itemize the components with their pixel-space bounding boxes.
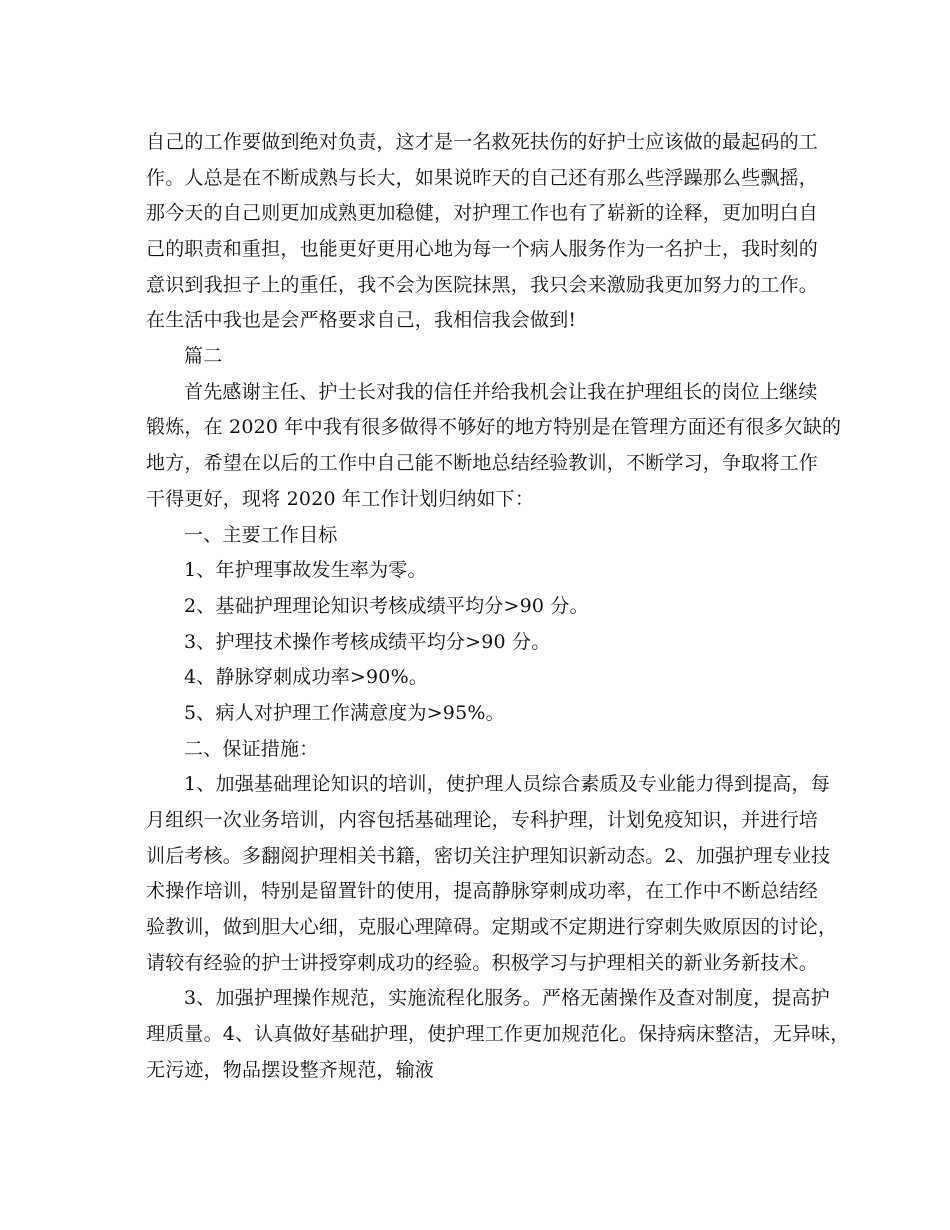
- text-line: 自己的工作要做到绝对负责，这才是一名救死扶伤的好护士应该做的最起码的工: [146, 131, 819, 153]
- text-line: 作。人总是在不断成熟与长大，如果说昨天的自己还有那么些浮躁那么些飘摇，: [146, 167, 819, 189]
- text-line: 验教训，做到胆大心细，克服心理障碍。定期或不定期进行穿刺失败原因的讨论，: [146, 916, 838, 938]
- text-line: 请较有经验的护士讲授穿刺成功的经验。积极学习与护理相关的新业务新技术。: [146, 952, 819, 974]
- text-line: 地方，希望在以后的工作中自己能不断地总结经验教训，不断学习，争取将工作: [146, 452, 819, 474]
- text-line: 术操作培训，特别是留置针的使用，提高静脉穿刺成功率，在工作中不断总结经: [146, 880, 819, 902]
- text-line: 己的职责和重担，也能更好更用心地为每一个病人服务作为一名护士，我时刻的: [146, 238, 819, 260]
- text-line: 干得更好，现将 2020 年工作计划归纳如下：: [146, 488, 535, 510]
- paragraph-start: 1、加强基础理论知识的培训，使护理人员综合素质及专业能力得到提高，每: [184, 773, 830, 795]
- goal-item: 5、病人对护理工作满意度为>95%。: [184, 702, 505, 724]
- text-line: 在生活中我也是会严格要求自己，我相信我会做到!: [146, 309, 577, 331]
- text-line: 月组织一次业务培训，内容包括基础理论，专科护理，计划免疫知识，并进行培: [146, 809, 819, 831]
- text-line: 意识到我担子上的重任，我不会为医院抹黑，我只会来激励我更加努力的工作。: [146, 274, 819, 296]
- goal-item: 2、基础护理理论知识考核成绩平均分>90 分。: [184, 595, 589, 617]
- goal-item: 1、年护理事故发生率为零。: [184, 559, 427, 581]
- text-line: 训后考核。多翻阅护理相关书籍，密切关注护理知识新动态。2、加强护理专业技: [146, 845, 831, 867]
- subheading: 一、主要工作目标: [184, 524, 338, 546]
- subheading: 二、保证措施：: [184, 738, 319, 760]
- text-line: 无污迹，物品摆设整齐规范，输液: [146, 1059, 435, 1081]
- goal-item: 3、护理技术操作考核成绩平均分>90 分。: [184, 631, 551, 653]
- paragraph-start: 3、加强护理操作规范，实施流程化服务。严格无菌操作及查对制度，提高护: [184, 987, 830, 1009]
- text-line: 锻炼，在 2020 年中我有很多做得不够好的地方特别是在管理方面还有很多欠缺的: [146, 416, 842, 438]
- text-line: 理质量。4、认真做好基础护理，使护理工作更加规范化。保持病床整洁，无异味，: [146, 1023, 850, 1045]
- section-heading: 篇二: [184, 345, 223, 367]
- paragraph-start: 首先感谢主任、护士长对我的信任并给我机会让我在护理组长的岗位上继续: [184, 381, 818, 403]
- text-line: 那今天的自己则更加成熟更加稳健，对护理工作也有了崭新的诠释，更加明白自: [146, 202, 819, 224]
- goal-item: 4、静脉穿刺成功率>90%。: [184, 666, 429, 688]
